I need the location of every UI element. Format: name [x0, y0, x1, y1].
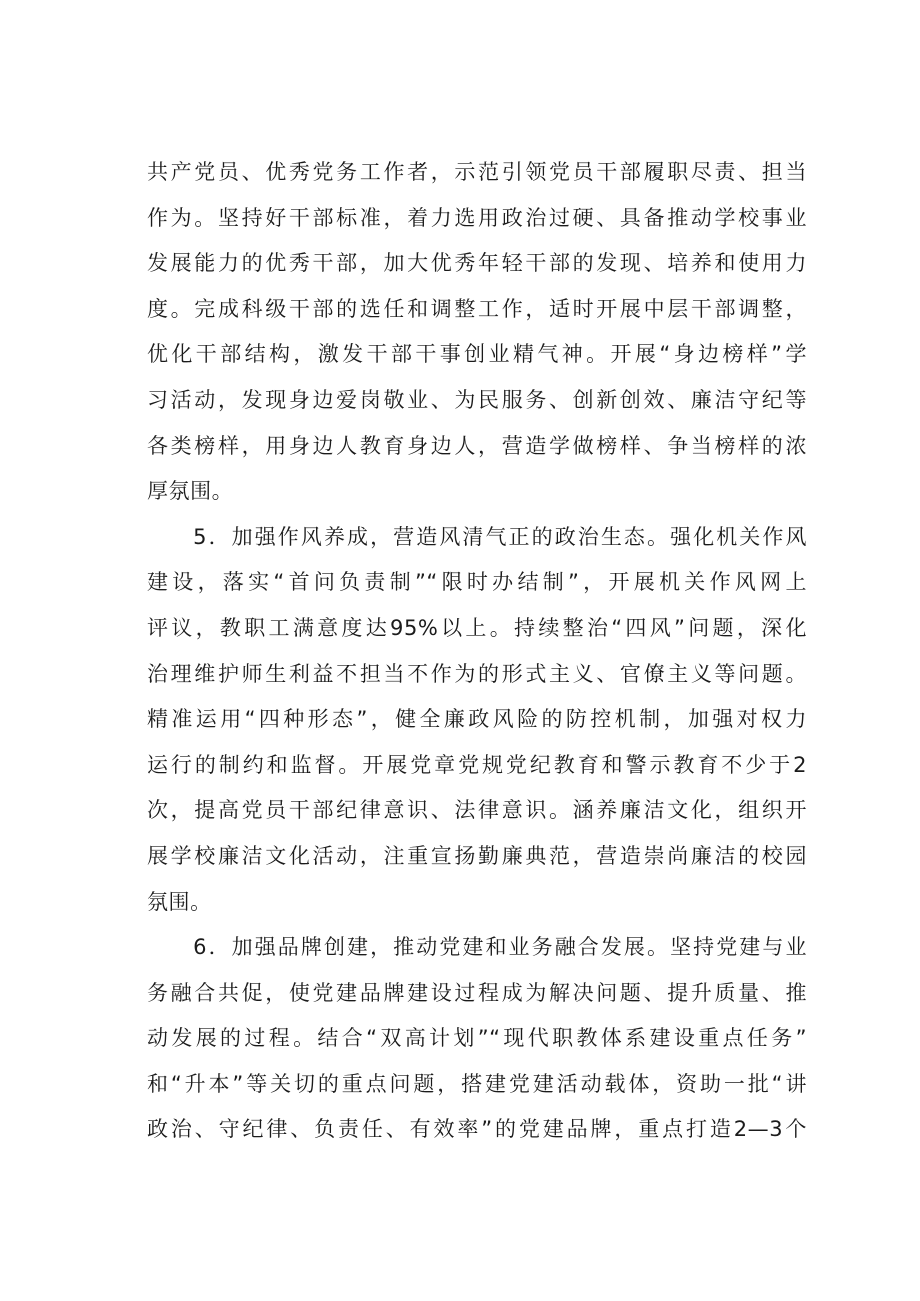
text-line: 建设，落实“首问负责制”“限时办结制”，开展机关作风网上	[147, 570, 807, 595]
section-heading-line: 6．加强品牌创建，推动党建和业务融合发展。坚持党建与业	[147, 935, 807, 960]
text-line: 厚氛围。	[147, 479, 234, 504]
text-line: 习活动，发现身边爱岗敬业、为民服务、创新创效、廉洁守纪等	[147, 387, 807, 412]
text-line: 度。完成科级干部的选任和调整工作，适时开展中层干部调整，	[147, 296, 807, 321]
document-body	[147, 150, 807, 1153]
text-line: 务融合共促，使党建品牌建设过程成为解决问题、提升质量、推	[147, 980, 807, 1005]
text-line: 作为。坚持好干部标准，着力选用政治过硬、具备推动学校事业	[147, 205, 807, 230]
text-line: 评议，教职工满意度达95%以上。持续整治“四风”问题，深化	[147, 615, 807, 640]
text-line: 氛围。	[147, 889, 212, 914]
text-line: 精准运用“四种形态”，健全廉政风险的防控机制，加强对权力	[147, 707, 807, 732]
text-line: 优化干部结构，激发干部干事创业精气神。开展“身边榜样”学	[147, 342, 807, 367]
text-line: 展学校廉洁文化活动，注重宣扬勤廉典范，营造崇尚廉洁的校园	[147, 843, 807, 868]
text-line: 各类榜样，用身边人教育身边人，营造学做榜样、争当榜样的浓	[147, 433, 807, 458]
text-line: 和“升本”等关切的重点问题，搭建党建活动载体，资助一批“讲	[147, 1071, 807, 1096]
text-line: 次，提高党员干部纪律意识、法律意识。涵养廉洁文化，组织开	[147, 798, 807, 823]
text-line: 治理维护师生利益不担当不作为的形式主义、官僚主义等问题。	[147, 661, 807, 686]
text-line: 发展能力的优秀干部，加大优秀年轻干部的发现、培养和使用力	[147, 251, 807, 276]
text-line: 政治、守纪律、负责任、有效率”的党建品牌，重点打造2—3个	[147, 1117, 807, 1142]
text-line: 动发展的过程。结合“双高计划”“现代职教体系建设重点任务”	[147, 1026, 807, 1051]
text-line: 共产党员、优秀党务工作者，示范引领党员干部履职尽责、担当	[147, 160, 807, 184]
section-heading-line: 5．加强作风养成，营造风清气正的政治生态。强化机关作风	[147, 524, 807, 549]
text-line: 运行的制约和监督。开展党章党规党纪教育和警示教育不少于2	[147, 752, 807, 777]
